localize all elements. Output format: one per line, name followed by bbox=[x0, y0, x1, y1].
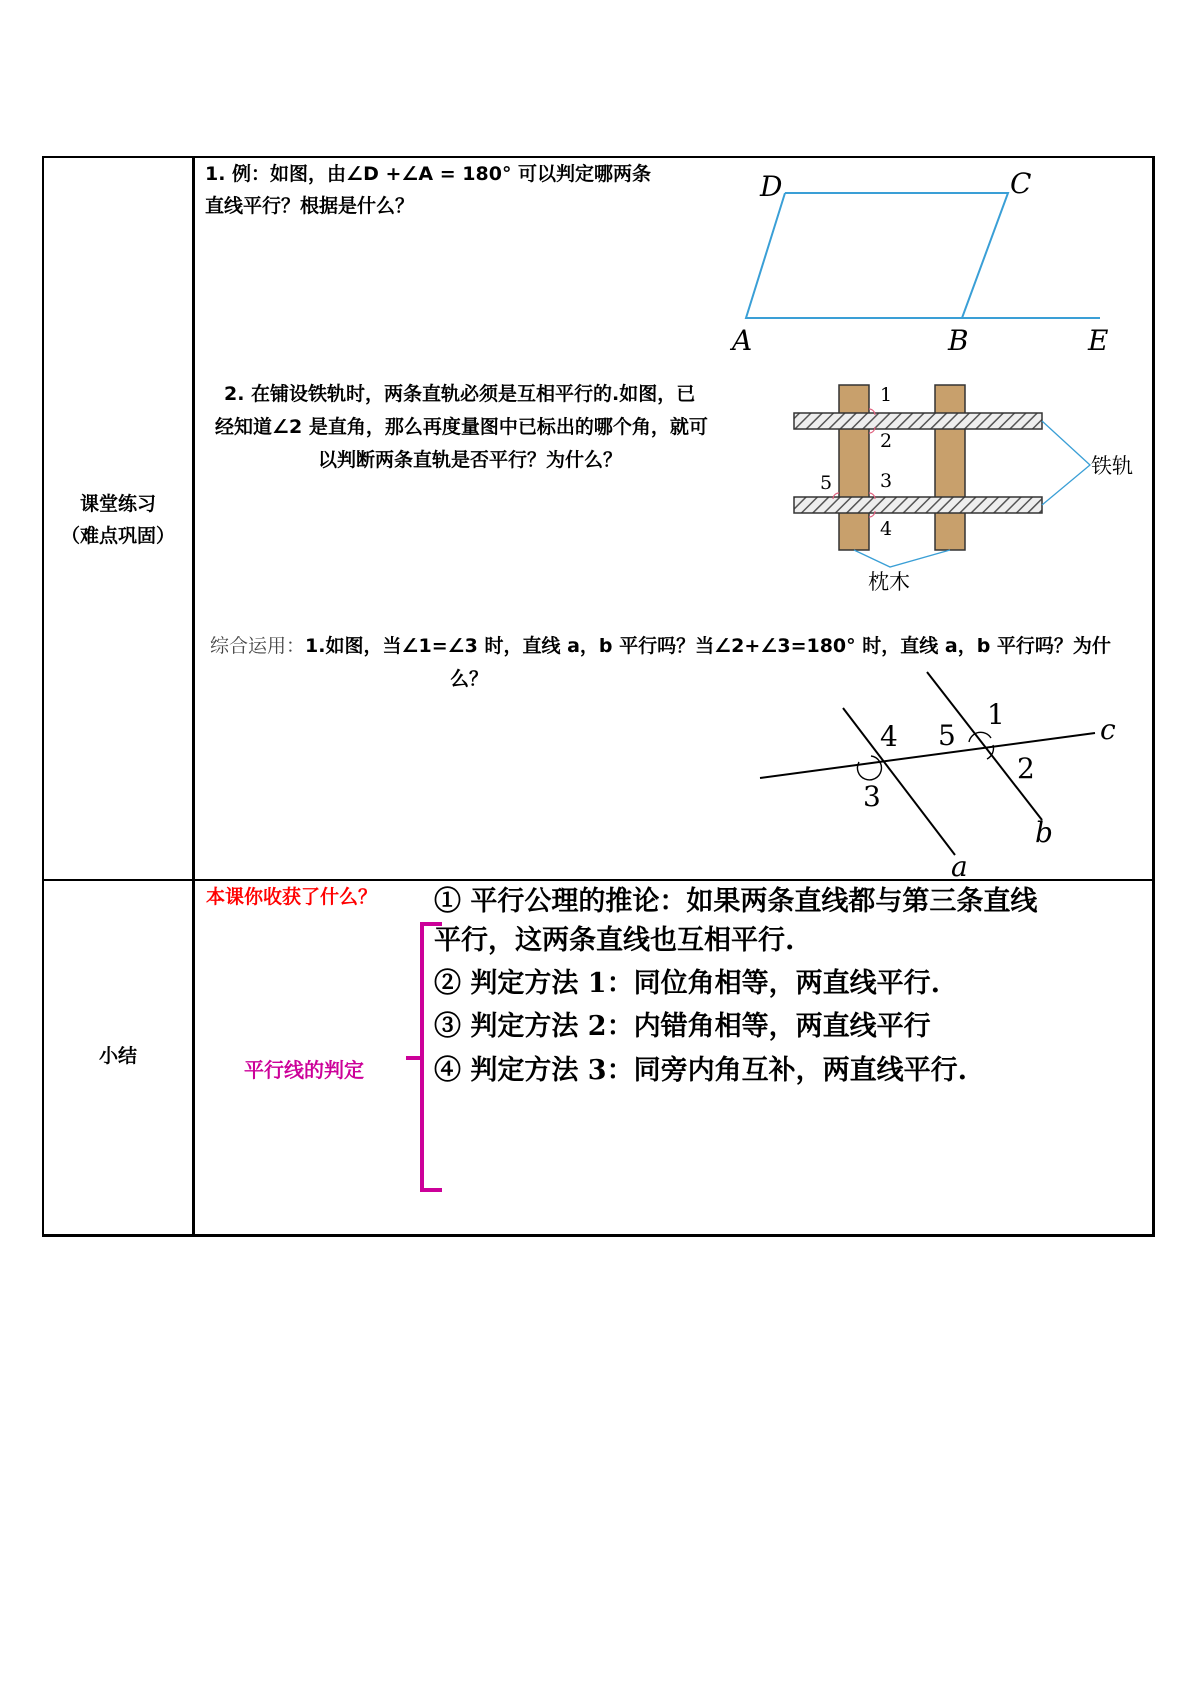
fig3-label-5: 5 bbox=[938, 719, 956, 752]
fig3-label-c: c bbox=[1100, 713, 1116, 746]
q2-text-line3: 以判断两条直轨是否平行？为什么？ bbox=[318, 449, 623, 471]
q1-text-line2: 直线平行？根据是什么？ bbox=[205, 195, 415, 217]
rail-top bbox=[794, 413, 1042, 429]
column-divider bbox=[192, 156, 195, 1237]
q3-prefix: 综合运用： bbox=[210, 635, 306, 657]
railway-label-3: 3 bbox=[880, 470, 893, 492]
fig3-label-1: 1 bbox=[987, 698, 1005, 731]
practice-label-line2: （难点巩固） bbox=[60, 525, 175, 547]
q3-text-line1 bbox=[210, 630, 1111, 663]
practice-label-line1: 课堂练习 bbox=[79, 493, 156, 515]
fig3-label-b: b bbox=[1035, 816, 1053, 849]
q3-question: 1.如图，当∠1=∠3 时，直线 a，b 平行吗？当∠2+∠3=180° 时，直线 a，b 平行吗？为什 bbox=[305, 635, 1111, 657]
label-A: A bbox=[732, 324, 753, 357]
q1-parallelogram-figure bbox=[700, 160, 1120, 360]
summary-item-3: ③ 判定方法 2：内错角相等，两直线平行 bbox=[434, 1011, 931, 1042]
fig3-label-2: 2 bbox=[1017, 752, 1035, 785]
label-D: D bbox=[760, 170, 783, 203]
railway-label-5: 5 bbox=[820, 472, 833, 494]
sleeper-left bbox=[839, 385, 869, 550]
q3-transversal-figure bbox=[755, 660, 1135, 880]
railway-label-1: 1 bbox=[880, 384, 893, 406]
label-C: C bbox=[1010, 167, 1032, 200]
rail-bottom bbox=[794, 497, 1042, 513]
practice-row-label bbox=[44, 488, 192, 552]
fig3-angle-arc-left bbox=[857, 756, 881, 780]
table-bottom-border bbox=[42, 1234, 1155, 1237]
summary-item-1-line1: ① 平行公理的推论：如果两条直线都与第三条直线 bbox=[434, 886, 1038, 917]
sleeper-pointer-lines bbox=[854, 550, 950, 567]
fig3-label-a: a bbox=[951, 850, 968, 880]
line-c bbox=[760, 733, 1095, 778]
label-B: B bbox=[948, 324, 969, 357]
summary-item-2: ② 判定方法 1：同位角相等，两直线平行. bbox=[434, 968, 940, 999]
q3-text-line2: 么？ bbox=[450, 668, 489, 690]
railway-label-sleeper: 枕木 bbox=[868, 570, 910, 594]
rail-pointer-lines bbox=[1042, 421, 1090, 505]
summary-item-1-line2: 平行，这两条直线也互相平行. bbox=[434, 925, 795, 956]
railway-label-2: 2 bbox=[880, 430, 893, 452]
railway-label-4: 4 bbox=[880, 518, 893, 540]
summary-question: 本课你收获了什么？ bbox=[206, 886, 378, 908]
summary-item-4: ④ 判定方法 3：同旁内角互补，两直线平行. bbox=[434, 1055, 967, 1086]
fig3-label-4: 4 bbox=[880, 720, 898, 753]
table-right-border bbox=[1152, 156, 1155, 1237]
summary-row-label: 小结 bbox=[98, 1045, 137, 1067]
sleeper-right bbox=[935, 385, 965, 550]
fig3-label-3: 3 bbox=[863, 780, 881, 813]
parallelogram-outline bbox=[746, 193, 1008, 318]
table-left-border bbox=[42, 156, 44, 1237]
q2-text-line2: 经知道∠2 是直角，那么再度量图中已标出的哪个角，就可 bbox=[215, 416, 708, 438]
label-E: E bbox=[1088, 324, 1109, 357]
q2-railway-figure bbox=[780, 375, 1150, 600]
q1-text-line1: 1. 例：如图，由∠D +∠A = 180° 可以判定哪两条 bbox=[205, 163, 652, 185]
railway-label-rail: 铁轨 bbox=[1091, 454, 1133, 478]
q2-text-line1: 2. 在铺设铁轨时，两条直轨必须是互相平行的.如图，已 bbox=[224, 383, 696, 405]
summary-topic: 平行线的判定 bbox=[244, 1058, 364, 1082]
